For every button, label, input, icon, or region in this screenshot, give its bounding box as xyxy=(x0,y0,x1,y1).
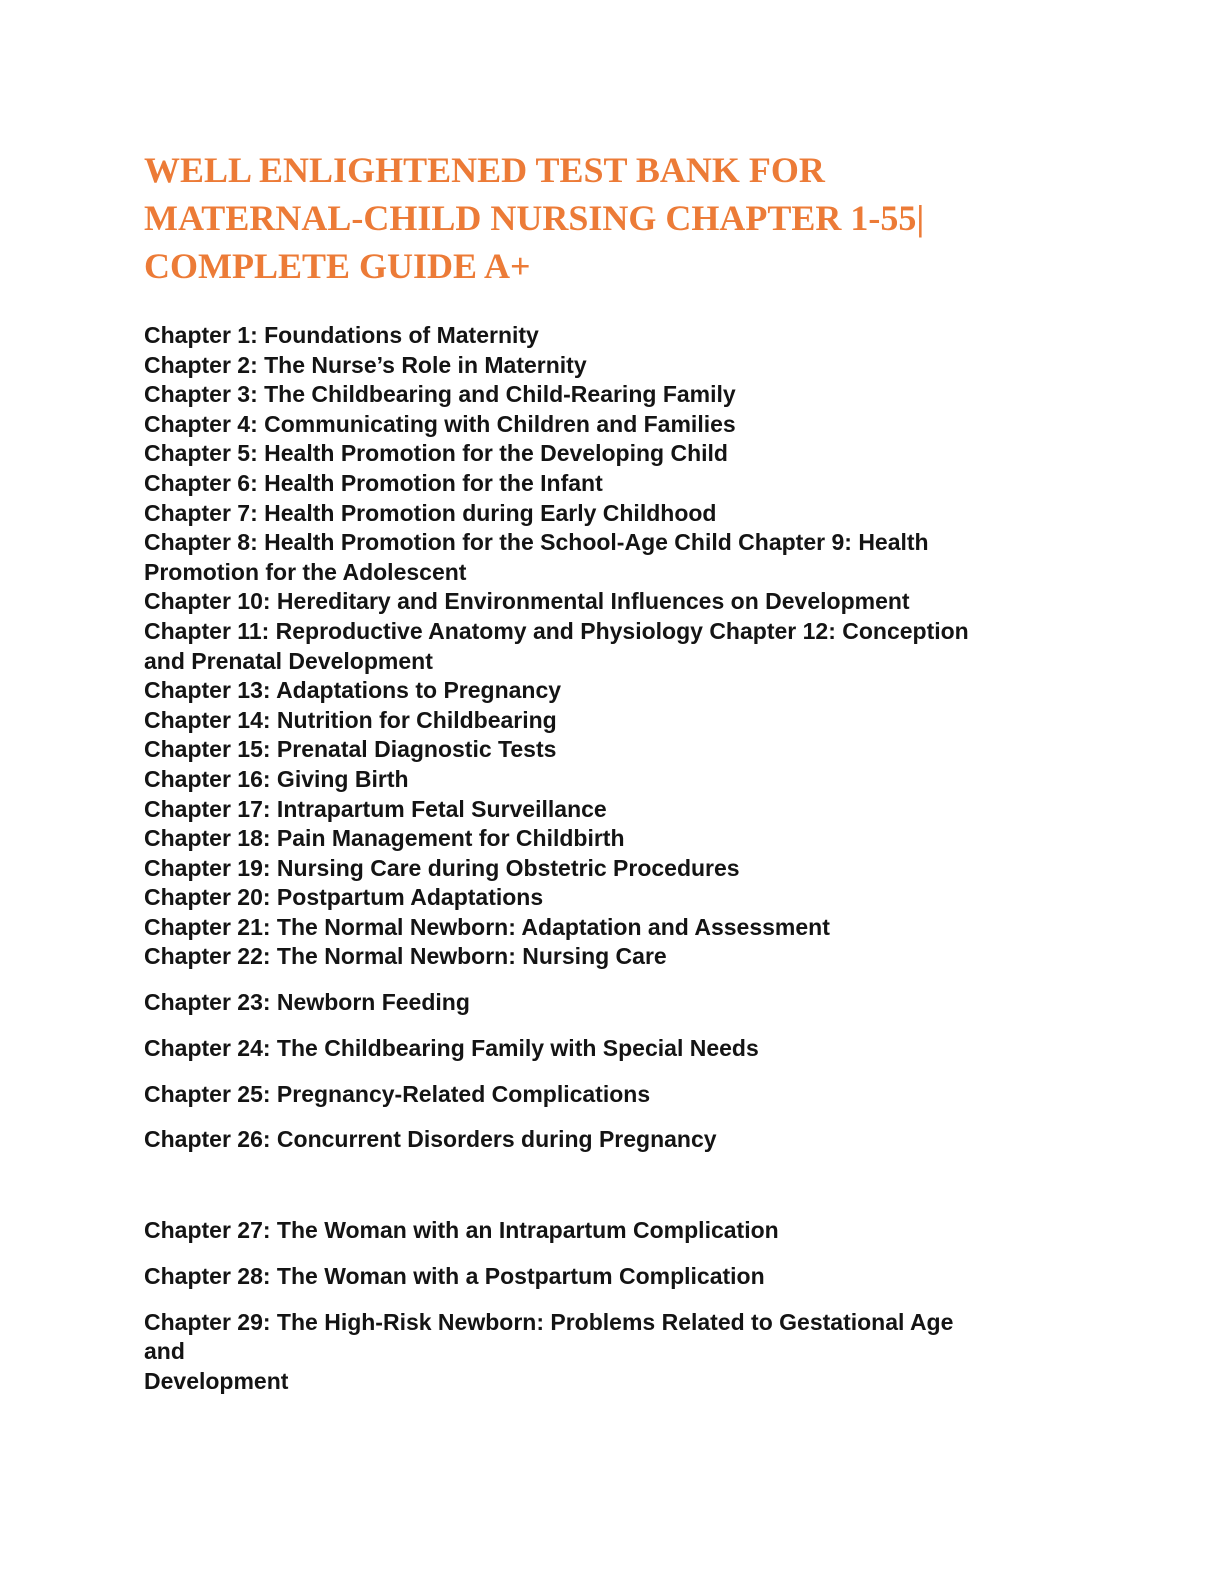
chapter-line: Chapter 2: The Nurse’s Role in Maternity xyxy=(144,351,587,378)
chapter-line: Chapter 22: The Normal Newborn: Nursing Care xyxy=(144,943,667,970)
chapter-line: Chapter 13: Adaptations to Pregnancy xyxy=(144,677,562,704)
chapter-line: Chapter 24: The Childbearing Family with Special Needs xyxy=(144,1034,759,1061)
document-title xyxy=(144,146,1104,290)
chapter-line: Chapter 7: Health Promotion during Early Childhood xyxy=(144,499,717,526)
chapter-line: Chapter 26: Concurrent Disorders during Pregnancy xyxy=(144,1126,717,1153)
chapter-line: Chapter 1: Foundations of Maternity xyxy=(144,322,539,348)
chapter-line: Chapter 25: Pregnancy-Related Complications xyxy=(144,1080,651,1107)
title-line: WELL ENLIGHTENED TEST BANK FOR xyxy=(144,150,825,190)
title-line: COMPLETE GUIDE A+ xyxy=(144,246,531,286)
chapter-line: Chapter 21: The Normal Newborn: Adaptation and Assessment xyxy=(144,913,830,940)
chapter-line: Chapter 29: The High-Risk Newborn: Problems Related to Gestational Age xyxy=(144,1308,954,1335)
chapter-line: Chapter 3: The Childbearing and Child-Rearing Family xyxy=(144,381,736,408)
chapter-line: Chapter 27: The Woman with an Intrapartum Complication xyxy=(144,1217,779,1243)
chapter-line: Chapter 23: Newborn Feeding xyxy=(144,989,470,1016)
chapter-line: Chapter 5: Health Promotion for the Developing Child xyxy=(144,440,728,467)
chapter-line: Chapter 14: Nutrition for Childbearing xyxy=(144,706,557,733)
chapter-line: Chapter 17: Intrapartum Fetal Surveillance xyxy=(144,795,607,822)
chapter-line: Chapter 16: Giving Birth xyxy=(144,765,409,792)
chapter-line: Chapter 28: The Woman with a Postpartum Complication xyxy=(144,1262,765,1289)
chapter-line: and xyxy=(144,1338,185,1365)
chapter-line: Development xyxy=(144,1367,289,1394)
chapter-list xyxy=(144,321,1104,1396)
title-line: MATERNAL-CHILD NURSING CHAPTER 1-55| xyxy=(144,198,925,238)
chapter-line: and Prenatal Development xyxy=(144,647,433,674)
chapter-line: Promotion for the Adolescent xyxy=(144,558,467,585)
chapter-line: Chapter 10: Hereditary and Environmental Influences on Development xyxy=(144,588,910,615)
chapter-line: Chapter 20: Postpartum Adaptations xyxy=(144,884,544,911)
chapter-line: Chapter 8: Health Promotion for the School-Age Child Chapter 9: Health xyxy=(144,529,929,556)
chapter-line: Chapter 11: Reproductive Anatomy and Physiology Chapter 12: Conception xyxy=(144,617,969,644)
chapter-line: Chapter 15: Prenatal Diagnostic Tests xyxy=(144,736,557,763)
chapter-line: Chapter 18: Pain Management for Childbirth xyxy=(144,825,625,852)
chapter-line: Chapter 4: Communicating with Children and Families xyxy=(144,410,736,437)
chapter-line: Chapter 19: Nursing Care during Obstetric Procedures xyxy=(144,854,740,881)
chapter-line: Chapter 6: Health Promotion for the Infant xyxy=(144,469,603,496)
